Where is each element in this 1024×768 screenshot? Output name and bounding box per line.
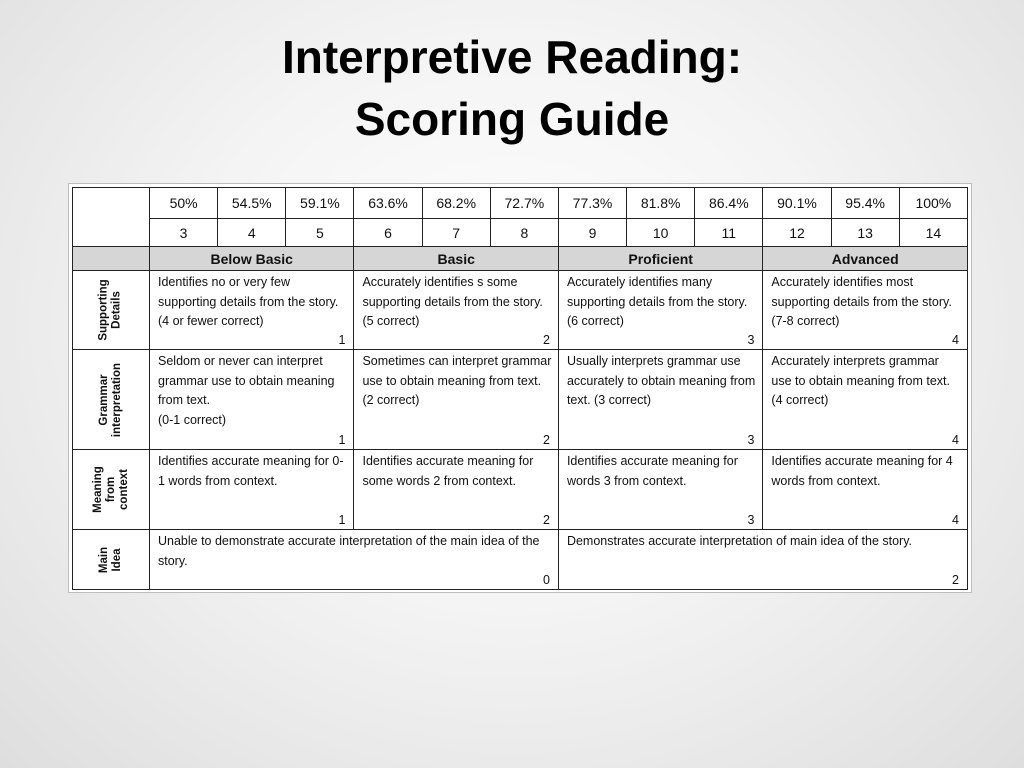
descriptor-cell (354, 350, 558, 450)
descriptor-score: 4 (952, 433, 959, 447)
criterion-label-cell (73, 530, 150, 590)
percent-cell: 63.6% (354, 188, 422, 219)
percent-cell: 81.8% (627, 188, 695, 219)
level-proficient: Proficient (558, 247, 762, 271)
points-cell: 14 (899, 219, 967, 247)
descriptor-text: Accurately identifies most supporting details from the story. (7-8 correct) (771, 275, 952, 328)
percent-cell: 95.4% (831, 188, 899, 219)
descriptor-cell (354, 450, 558, 530)
descriptor-cell (150, 271, 354, 350)
descriptor-score: 3 (747, 433, 755, 447)
criterion-label-cell (73, 450, 150, 530)
scoring-table-frame (68, 183, 972, 593)
percent-cell: 50% (150, 188, 218, 219)
descriptor-cell (150, 350, 354, 450)
descriptor-cell (558, 271, 762, 350)
descriptor-score: 2 (542, 433, 550, 447)
criterion-label: Meaning from context (91, 466, 130, 513)
points-row (73, 219, 968, 247)
criterion-row-main-idea (73, 530, 968, 590)
criterion-label: Grammar interpretation (98, 362, 123, 437)
descriptor-text: Identifies accurate meaning for some words 2 from context. (362, 454, 534, 488)
descriptor-text: Demonstrates accurate interpretation of main idea of the story. (566, 534, 913, 548)
descriptor-score: 4 (952, 333, 959, 347)
points-cell: 7 (422, 219, 490, 247)
points-cell: 5 (286, 219, 354, 247)
descriptor-score: 2 (542, 333, 550, 347)
points-cell: 6 (354, 219, 422, 247)
descriptor-score: 2 (542, 513, 550, 527)
percent-cell: 77.3% (558, 188, 626, 219)
descriptor-score: 0 (542, 573, 550, 587)
descriptor-score: 4 (952, 513, 959, 527)
title-line-1: Interpretive Reading: (281, 31, 743, 83)
level-header-row (73, 247, 968, 271)
criterion-label-cell (73, 350, 150, 450)
descriptor-score: 2 (952, 573, 959, 587)
criterion-label-cell (73, 271, 150, 350)
percent-cell: 90.1% (763, 188, 831, 219)
descriptor-cell (150, 530, 559, 590)
points-cell: 12 (763, 219, 831, 247)
corner-cell (73, 188, 150, 247)
descriptor-text: Accurately identifies s some supporting details from the story. (5 correct) (362, 275, 543, 328)
percent-row (73, 188, 968, 219)
level-below-basic: Below Basic (150, 247, 354, 271)
descriptor-cell (763, 271, 968, 350)
criterion-label: Main Idea (97, 546, 123, 573)
descriptor-cell (763, 350, 968, 450)
slide-title (0, 26, 1024, 150)
level-corner-cell (73, 247, 150, 271)
descriptor-cell (558, 450, 762, 530)
descriptor-text: Identifies accurate meaning for 0-1 words from context. (158, 454, 344, 488)
descriptor-score: 1 (338, 513, 346, 527)
descriptor-text: Seldom or never can interpret grammar use to obtain meaning from text. (0-1 correct) (158, 354, 335, 427)
points-cell: 13 (831, 219, 899, 247)
level-basic: Basic (354, 247, 558, 271)
descriptor-text: Unable to demonstrate accurate interpretation of the main idea of the story. (158, 534, 540, 568)
descriptor-text: Usually interprets grammar use accurately to obtain meaning from text. (3 correct) (566, 354, 756, 407)
percent-cell: 59.1% (286, 188, 354, 219)
descriptor-score: 1 (338, 433, 346, 447)
descriptor-text: Accurately identifies many supporting details from the story. (6 correct) (566, 275, 748, 328)
percent-cell: 100% (899, 188, 967, 219)
descriptor-cell (150, 450, 354, 530)
points-cell: 3 (150, 219, 218, 247)
points-cell: 9 (558, 219, 626, 247)
percent-cell: 54.5% (218, 188, 286, 219)
descriptor-cell (763, 450, 968, 530)
descriptor-score: 3 (747, 333, 755, 347)
descriptor-score: 1 (338, 333, 346, 347)
criterion-row-supporting-details (73, 271, 968, 350)
percent-cell: 86.4% (695, 188, 763, 219)
points-cell: 10 (627, 219, 695, 247)
descriptor-text: Identifies accurate meaning for words 3 from context. (566, 454, 738, 488)
descriptor-cell (558, 350, 762, 450)
points-cell: 11 (695, 219, 763, 247)
criterion-row-grammar-interpretation (73, 350, 968, 450)
descriptor-text: Accurately interprets grammar use to obtain meaning from text. (4 correct) (771, 354, 950, 407)
descriptor-text: Identifies no or very few supporting details from the story. (4 or fewer correct) (158, 275, 339, 328)
points-cell: 4 (218, 219, 286, 247)
criterion-row-meaning-from-context (73, 450, 968, 530)
descriptor-cell (354, 271, 558, 350)
descriptor-cell (558, 530, 967, 590)
descriptor-text: Identifies accurate meaning for 4 words from context. (771, 454, 953, 488)
points-cell: 8 (490, 219, 558, 247)
percent-cell: 72.7% (490, 188, 558, 219)
criterion-label: Supporting Details (97, 279, 123, 341)
scoring-rubric-table (72, 187, 968, 590)
descriptor-score: 3 (747, 513, 755, 527)
level-advanced: Advanced (763, 247, 968, 271)
title-line-2: Scoring Guide (354, 93, 670, 145)
descriptor-text: Sometimes can interpret grammar use to obtain meaning from text. (2 correct) (362, 354, 552, 407)
percent-cell: 68.2% (422, 188, 490, 219)
